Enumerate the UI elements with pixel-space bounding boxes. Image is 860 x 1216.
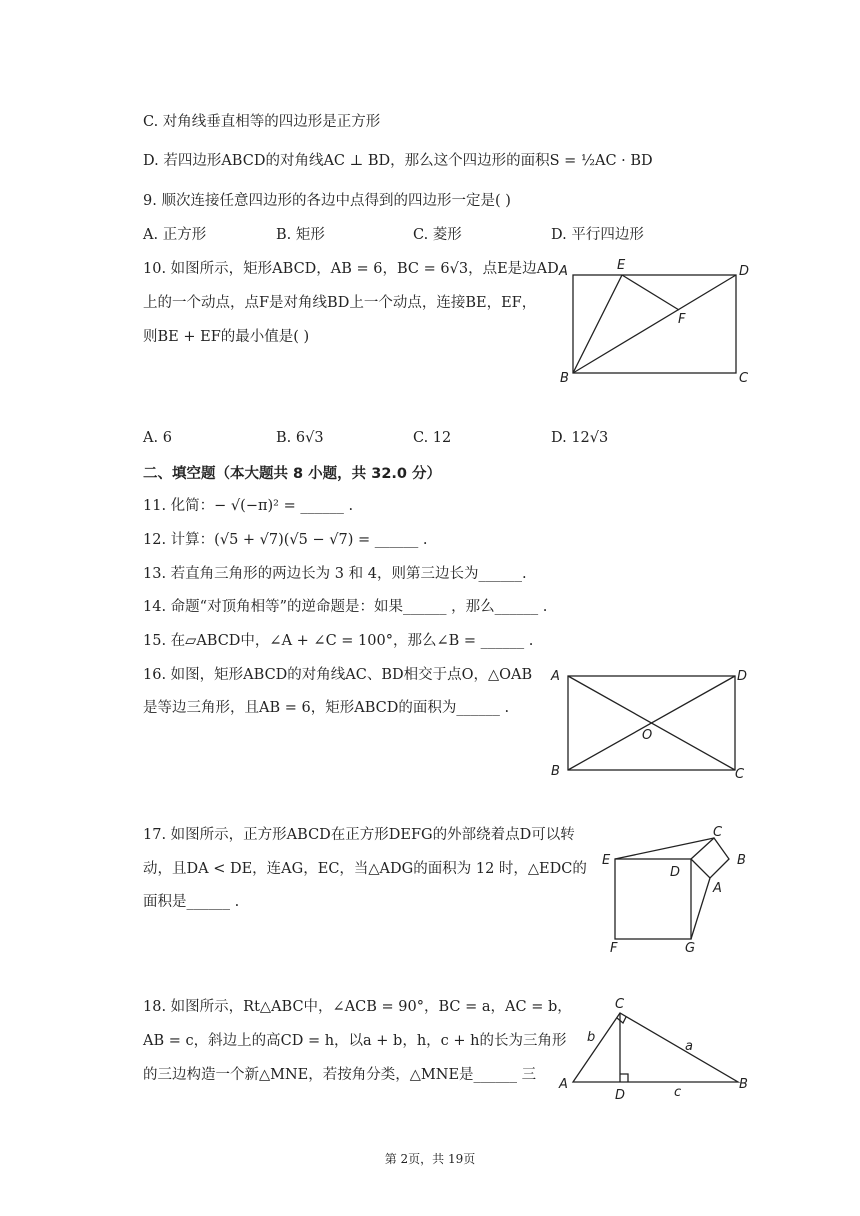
- q18-label-b: B: [739, 1077, 748, 1092]
- q18-right-triangle-figure: [555, 995, 760, 1105]
- q10-line-3: 则BE + EF的最小值是( ): [143, 329, 310, 345]
- q9-option-b: B. 矩形: [276, 227, 325, 243]
- q17-label-b: B: [737, 853, 746, 868]
- q8-option-d: D. 若四边形ABCD的对角线AC ⊥ BD，那么这个四边形的面积S = ½AC · BD: [143, 153, 653, 169]
- q18-label-a: A: [559, 1077, 568, 1092]
- q10-line-1: 10. 如图所示，矩形ABCD，AB = 6，BC = 6√3，点E是边AD: [143, 261, 559, 277]
- q11: 11. 化简：− √(−π)² = ______ .: [143, 498, 354, 514]
- q16-line-1: 16. 如图，矩形ABCD的对角线AC、BD相交于点O，△OAB: [143, 667, 533, 683]
- q12: 12. 计算：(√5 + √7)(√5 − √7) = ______ .: [143, 532, 428, 548]
- q18-label-side-c: c: [674, 1085, 682, 1100]
- q17-label-a: A: [713, 881, 722, 896]
- q18-label-d: D: [615, 1088, 626, 1103]
- q16-label-o: O: [642, 728, 653, 743]
- q17-label-g: G: [685, 941, 696, 956]
- q13: 13. 若直角三角形的两边长为 3 和 4，则第三边长为______.: [143, 566, 527, 582]
- q10-label-b: B: [560, 371, 569, 386]
- q10-label-f: F: [678, 312, 686, 327]
- q18-line-1: 18. 如图所示，Rt△ABC中，∠ACB = 90°，BC = a，AC = b，: [143, 999, 572, 1015]
- section-heading: 二、填空题（本大题共 8 小题，共 32.0 分）: [143, 466, 442, 482]
- q10-label-a: A: [559, 264, 568, 279]
- q10-rectangle-figure: [555, 255, 760, 390]
- q8-option-c: C. 对角线垂直相等的四边形是正方形: [143, 114, 381, 130]
- q10-option-a: A. 6: [143, 430, 172, 446]
- q18-label-side-a: a: [685, 1039, 693, 1054]
- page-footer: 第 2页，共 19页: [384, 1152, 476, 1166]
- q16-label-d: D: [737, 669, 748, 684]
- q9-option-d: D. 平行四边形: [551, 227, 644, 243]
- q18-label-c: C: [615, 997, 625, 1012]
- q10-line-2: 上的一个动点，点F是对角线BD上一个动点，连接BE，EF，: [143, 295, 537, 311]
- q9-stem: 9. 顺次连接任意四边形的各边中点得到的四边形一定是( ): [143, 193, 511, 209]
- q10-option-d: D. 12√3: [551, 430, 609, 446]
- q17-label-e: E: [602, 853, 611, 868]
- q18-line-2: AB = c，斜边上的高CD = h，以a + b，h，c + h的长为三角形: [143, 1033, 567, 1049]
- q10-label-e: E: [617, 258, 626, 273]
- q16-label-c: C: [735, 767, 745, 782]
- q17-line-1: 17. 如图所示，正方形ABCD在正方形DEFG的外部绕着点D可以转: [143, 827, 575, 843]
- q16-label-b: B: [551, 764, 560, 779]
- q10-option-b: B. 6√3: [276, 430, 324, 446]
- q17-squares-figure: [600, 822, 760, 957]
- q9-option-c: C. 菱形: [413, 227, 462, 243]
- q16-label-a: A: [551, 669, 560, 684]
- q16-rectangle-figure: [545, 662, 760, 784]
- q10-label-d: D: [739, 264, 750, 279]
- q10-option-c: C. 12: [413, 430, 452, 446]
- q17-label-c: C: [713, 825, 723, 840]
- q18-line-3: 的三边构造一个新△MNE，若按角分类，△MNE是______ 三: [143, 1067, 537, 1083]
- q17-label-f: F: [610, 941, 618, 956]
- q17-label-d: D: [670, 865, 681, 880]
- q15: 15. 在▱ABCD中，∠A + ∠C = 100°，那么∠B = ______ .: [143, 633, 534, 649]
- q9-option-a: A. 正方形: [143, 227, 207, 243]
- q17-line-2: 动，且DA < DE，连AG，EC，当△ADG的面积为 12 时，△EDC的: [143, 861, 587, 877]
- q10-label-c: C: [739, 371, 749, 386]
- q18-label-side-b: b: [587, 1030, 596, 1045]
- q16-line-2: 是等边三角形，且AB = 6，矩形ABCD的面积为______ .: [143, 700, 510, 716]
- q14: 14. 命题“对顶角相等”的逆命题是：如果______ ，那么______ .: [143, 599, 548, 615]
- q17-line-3: 面积是______ .: [143, 894, 240, 910]
